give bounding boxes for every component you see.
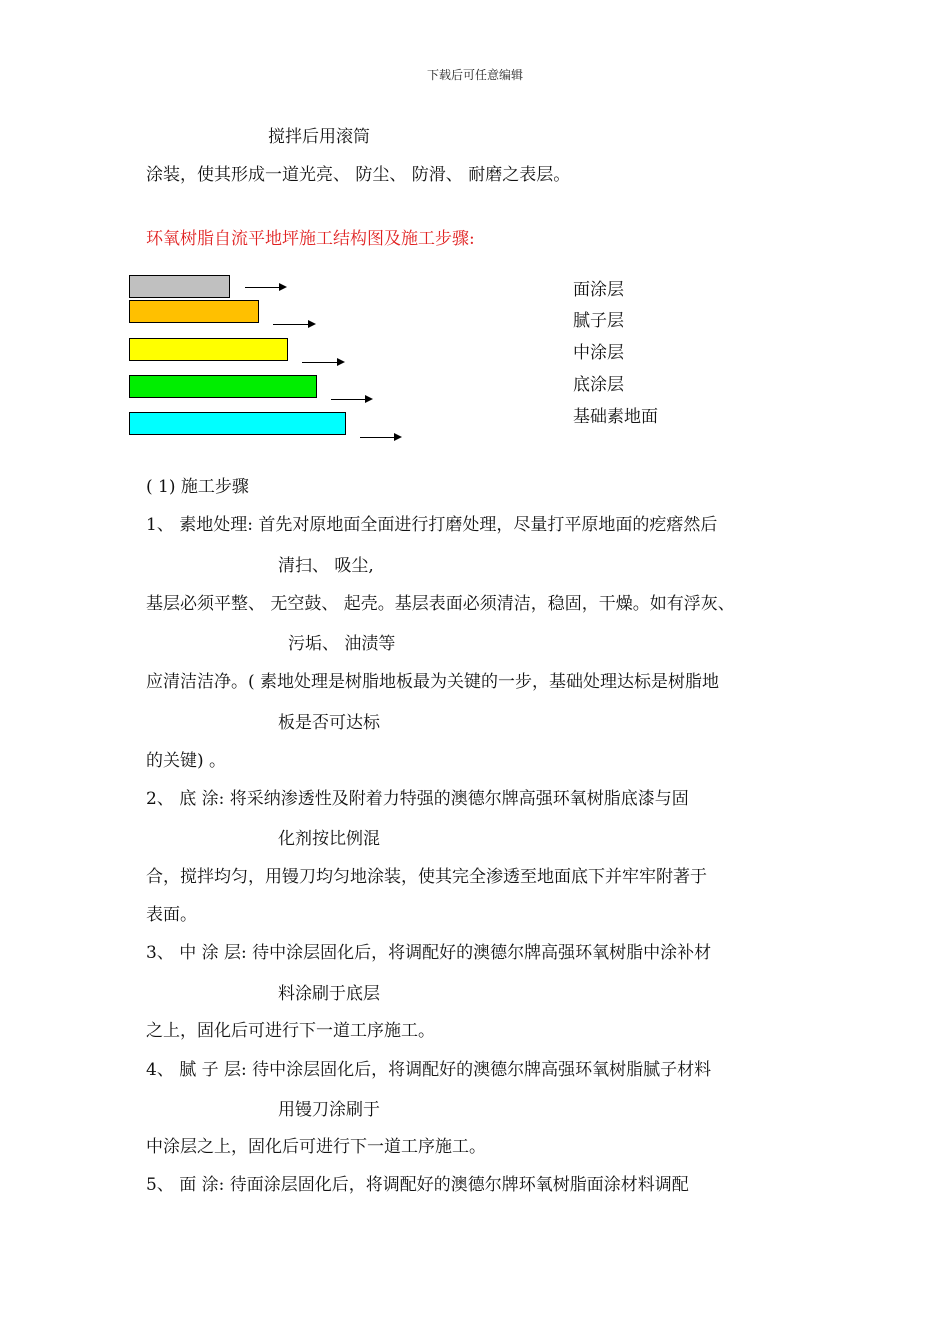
arrow-icon: [331, 399, 371, 400]
body-line: 基层必须平整、 无空鼓、 起壳。基层表面必须清洁，稳固，干燥。如有浮灰、: [146, 594, 735, 614]
body-line: 的关键) 。: [146, 751, 227, 771]
body-line: 之上，固化后可进行下一道工序施工。: [146, 1021, 435, 1041]
body-line: 清扫、 吸尘,: [278, 556, 374, 576]
layer-bar-middle-coat: [129, 338, 288, 361]
body-line: 板是否可达标: [278, 713, 380, 733]
body-line: 料涂刷于底层: [278, 984, 380, 1004]
layer-bar-putty: [129, 300, 259, 323]
layer-label-middle-coat: 中涂层: [573, 343, 624, 363]
intro-line-1: 搅拌后用滚筒: [268, 127, 370, 147]
body-line: 中涂层之上，固化后可进行下一道工序施工。: [146, 1137, 486, 1157]
body-line: 1、 素地处理: 首先对原地面全面进行打磨处理，尽量打平原地面的疙瘩然后: [146, 515, 718, 535]
layer-label-base-ground: 基础素地面: [573, 407, 658, 427]
body-line: 5、 面 涂: 待面涂层固化后，将调配好的澳德尔牌环氧树脂面涂材料调配: [146, 1175, 689, 1195]
arrow-icon: [273, 324, 314, 325]
body-line: 2、 底 涂: 将采纳渗透性及附着力特强的澳德尔牌高强环氧树脂底漆与固: [146, 789, 689, 809]
layer-bar-base-ground: [129, 412, 346, 435]
layer-label-top-coat: 面涂层: [573, 280, 624, 300]
body-line: 应清洁洁净。( 素地处理是树脂地板最为关键的一步，基础处理达标是树脂地: [146, 672, 720, 692]
intro-line-2: 涂装，使其形成一道光亮、 防尘、 防滑、 耐磨之表层。: [146, 165, 571, 185]
body-line: 3、 中 涂 层: 待中涂层固化后，将调配好的澳德尔牌高强环氧树脂中涂补材: [146, 943, 712, 963]
layer-label-putty: 腻子层: [573, 311, 624, 331]
arrow-icon: [302, 362, 343, 363]
arrow-icon: [360, 437, 400, 438]
section-title: 环氧树脂自流平地坪施工结构图及施工步骤:: [146, 229, 475, 249]
arrow-icon: [245, 287, 285, 288]
layer-label-primer: 底涂层: [573, 375, 624, 395]
body-line: 化剂按比例混: [278, 829, 380, 849]
body-line: 表面。: [146, 905, 197, 925]
body-line: 污垢、 油渍等: [288, 634, 396, 654]
steps-heading: ( 1) 施工步骤: [146, 477, 249, 497]
page-header-note: 下载后可任意编辑: [426, 68, 523, 82]
body-line: 4、 腻 子 层: 待中涂层固化后，将调配好的澳德尔牌高强环氧树脂腻子材料: [146, 1060, 712, 1080]
body-line: 合，搅拌均匀，用镘刀均匀地涂装，使其完全渗透至地面底下并牢牢附著于: [146, 867, 707, 887]
layer-bar-primer: [129, 375, 317, 398]
layer-bar-top-coat: [129, 275, 230, 298]
body-line: 用镘刀涂刷于: [278, 1100, 380, 1120]
